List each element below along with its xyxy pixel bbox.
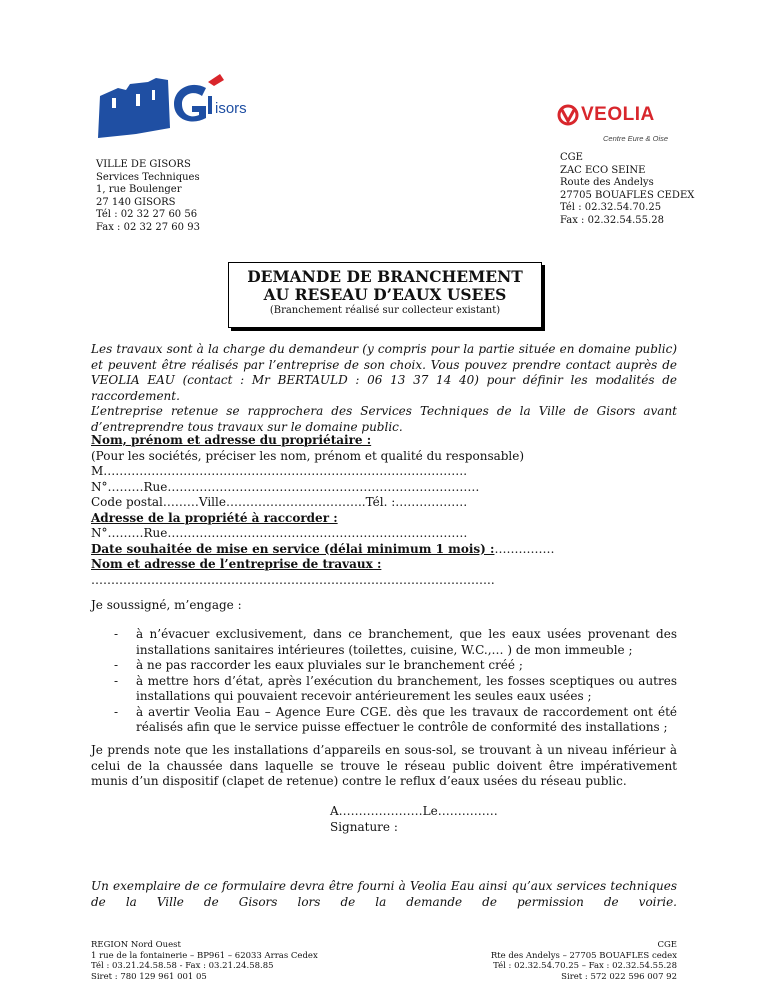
veolia-address-line: Route des Andelys bbox=[560, 177, 654, 188]
property-heading: Adresse de la propriété à raccorder : bbox=[91, 510, 338, 525]
veolia-address-line: 27705 BOUAFLES CEDEX bbox=[560, 189, 695, 201]
footer-left bbox=[91, 940, 318, 982]
signature-label: Signature : bbox=[330, 819, 398, 834]
company-field[interactable]: ……………………………………………………………………………………….. bbox=[91, 572, 495, 587]
veolia-address bbox=[560, 152, 694, 227]
owner-name-field[interactable]: M………………………………………………………………………………. bbox=[91, 464, 468, 478]
list-item-text: à avertir Veolia Eau – Agence Eure CGE. dès que les travaux de raccordement ont été réalisés afin que le service puisse effectuer le contrôle de conformité des installations ; bbox=[136, 704, 677, 734]
footer-right-line: CGE bbox=[657, 940, 677, 950]
signature-place-date-field[interactable]: A…………………Le…………… bbox=[330, 804, 498, 818]
footer-right bbox=[491, 940, 677, 982]
footer-right-line: Siret : 572 022 596 007 92 bbox=[561, 971, 677, 982]
list-item bbox=[91, 627, 677, 658]
footer-left-line: REGION Nord Ouest bbox=[91, 940, 181, 950]
footer-left-line: Tél : 03.21.24.58.58 - Fax : 03.21.24.58.85 bbox=[91, 961, 274, 971]
owner-street-field[interactable]: N°………Rue…………………………………………………………………… bbox=[91, 479, 480, 494]
list-item-text: à ne pas raccorder les eaux pluviales sur le branchement créé ; bbox=[136, 658, 523, 672]
engagement-note: Je prends note que les installations d’appareils en sous-sol, se trouvant à un niveau inférieur à celui de la chaussée dans laquelle se trouve le réseau public doivent être impérativement munis d’un dispositif (clapet de retenue) contre le reflux d’eaux usées du réseau public. bbox=[91, 743, 677, 788]
gisors-address-line: VILLE DE GISORS bbox=[96, 159, 191, 170]
list-item bbox=[91, 705, 677, 736]
veolia-logo-text: VEOLIA bbox=[581, 104, 655, 125]
footer-right-line: Rte des Andelys – 27705 BOUAFLES cedex bbox=[490, 950, 677, 961]
engagement-list bbox=[91, 627, 677, 736]
owner-heading: Nom, prénom et adresse du propriétaire : bbox=[91, 433, 372, 447]
veolia-tagline: Centre Eure & Oise bbox=[603, 134, 669, 143]
title-subtitle: (Branchement réalisé sur collecteur existant) bbox=[269, 305, 501, 316]
service-date-heading: Date souhaitée de mise en service (délai minimum 1 mois) : bbox=[91, 541, 495, 556]
signature-block bbox=[330, 804, 498, 835]
gisors-logo bbox=[96, 68, 266, 140]
engagement-intro: Je soussigné, m’engage : bbox=[91, 598, 242, 612]
footer-right-line: Tél : 02.32.54.70.25 – Fax : 02.32.54.55.28 bbox=[493, 961, 677, 971]
list-item bbox=[91, 674, 677, 705]
closing-note: Un exemplaire de ce formulaire devra être fourni à Veolia Eau ainsi qu’aux services techniques de la Ville de Gisors lors de la demande de permission de voirie. bbox=[91, 879, 677, 909]
service-date-row bbox=[91, 542, 681, 558]
list-item bbox=[91, 658, 677, 674]
list-bullet: - bbox=[114, 658, 119, 672]
gisors-address-line: Fax : 02 32 27 60 93 bbox=[96, 221, 200, 233]
intro-paragraph-1: Les travaux sont à la charge du demandeur (y compris pour la partie située en domaine public) et peuvent être réalisés par l’entreprise de son choix. Vous pouvez prendre contact auprès de VEOLIA EAU (contact : Mr BERTAULD : 06 13 37 14 40) pour définir les modalités de raccordement. bbox=[91, 342, 677, 403]
gisors-logo-text: isors bbox=[215, 100, 247, 117]
veolia-address-line: ZAC ECO SEINE bbox=[560, 164, 646, 176]
owner-city-phone-field[interactable]: Code postal………Ville……………………………..Tél. :……………… bbox=[91, 495, 468, 509]
property-street-field[interactable]: N°………Rue………………………………………………………………… bbox=[91, 526, 468, 540]
list-bullet: - bbox=[114, 704, 119, 719]
gisors-address-line: 1, rue Boulenger bbox=[96, 184, 182, 195]
veolia-address-line: CGE bbox=[560, 152, 583, 163]
intro-text bbox=[91, 342, 677, 435]
veolia-address-line: Tél : 02.32.54.70.25 bbox=[560, 202, 662, 213]
list-item-text: à n’évacuer exclusivement, dans ce branchement, que les eaux usées provenant des installations sanitaires intérieures (toilettes, cuisine, W.C.,… ) de mon immeuble ; bbox=[136, 627, 677, 657]
gisors-address-line: Services Techniques bbox=[96, 171, 200, 183]
title-line-1: DEMANDE DE BRANCHEMENT bbox=[247, 267, 523, 286]
footer-left-line: Siret : 780 129 961 001 05 bbox=[91, 971, 207, 982]
owner-note: (Pour les sociétés, préciser les nom, prénom et qualité du responsable) bbox=[91, 448, 525, 463]
intro-paragraph-2: L’entreprise retenue se rapprochera des Services Techniques de la Ville de Gisors avant d’entreprendre tous travaux sur le domaine public. bbox=[91, 404, 677, 434]
title-box bbox=[228, 262, 542, 328]
gisors-address bbox=[96, 159, 200, 234]
form-section bbox=[91, 433, 681, 588]
veolia-logo-icon bbox=[557, 104, 579, 126]
footer-left-line: 1 rue de la fontainerie – BP961 – 62033 Arras Cedex bbox=[91, 950, 318, 961]
list-bullet: - bbox=[114, 673, 119, 688]
veolia-logo bbox=[553, 100, 673, 148]
list-item-text: à mettre hors d’état, après l’exécution du branchement, les fosses sceptiques ou autres installations qui pouvaient recevoir antérieurement les seules eaux usées ; bbox=[136, 673, 677, 703]
list-bullet: - bbox=[114, 627, 119, 641]
gisors-address-line: Tél : 02 32 27 60 56 bbox=[96, 209, 198, 220]
veolia-address-line: Fax : 02.32.54.55.28 bbox=[560, 214, 664, 226]
company-heading: Nom et adresse de l’entreprise de travaux : bbox=[91, 557, 382, 571]
title-line-2: AU RESEAU D’EAUX USEES bbox=[263, 285, 507, 304]
gisors-address-line: 27 140 GISORS bbox=[96, 196, 176, 208]
service-date-field[interactable]: …………… bbox=[494, 541, 555, 556]
